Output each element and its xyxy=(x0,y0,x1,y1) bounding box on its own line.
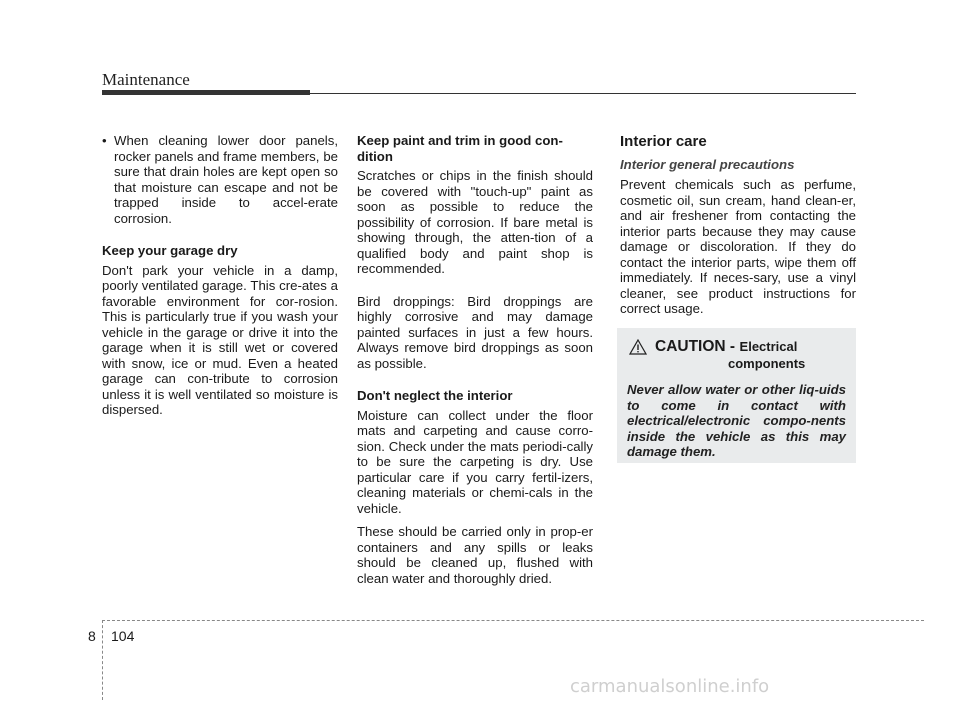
header-rule xyxy=(102,93,856,94)
paragraph-garage-dry: Don't park your vehicle in a damp, poorly ventilated garage. This cre-ates a favorable environment for cor-rosion. This is particularly true if you wash your vehicle in the garage or drive it into the garage when it is still wet or covered with snow, ice or mud. Even a heated garage can con-tribute to corrosion unless it is well ventilated so moisture is dispersed. xyxy=(102,262,338,417)
footer-rule xyxy=(102,620,924,621)
watermark: carmanualsonline.info xyxy=(570,676,770,697)
caution-text: Never allow water or other liq-uids to come in contact with electrical/electronic compo-nents inside the vehicle as this may damage them. xyxy=(627,382,846,459)
paragraph-bird-droppings: Bird droppings: Bird droppings are highly corrosive and may damage painted surfaces in just a few hours. Always remove bird droppings as soon as possible. xyxy=(357,293,593,371)
chapter-number: 8 xyxy=(88,628,96,644)
paragraph-scratches: Scratches or chips in the finish should be covered with "touch-up" paint as soon as possible to reduce the possibility of corrosion. If bare metal is showing through, the atten-tion of a qualified body and paint shop is recommended. xyxy=(357,168,593,276)
section-title: Interior care xyxy=(620,133,707,150)
caution-label: CAUTION - xyxy=(655,338,736,355)
subheading: Interior general precautions xyxy=(620,157,795,172)
caution-title xyxy=(655,338,805,372)
paragraph-interior-precautions: Prevent chemicals such as perfume, cosmetic oil, sun cream, hand clean-er, and air freshener from contacting the interior parts because they may cause damage or discoloration. If they do contact the interior parts, wipe them off immediately. If neces-sary, use a vinyl cleaner, see product instructions for correct usage. xyxy=(620,177,856,316)
column-left xyxy=(102,133,338,426)
page-header-title: Maintenance xyxy=(102,70,190,89)
bullet-text: When cleaning lower door panels, rocker panels and frame members, be sure that drain holes are kept open so that moisture can escape and not be trapped inside to accel-erate corrosion. xyxy=(114,133,338,226)
caution-box xyxy=(617,328,856,463)
paragraph-moisture: Moisture can collect under the floor mats and carpeting and cause corro-sion. Check under the mats periodi-cally to be sure the carpeting is dry. Use particular care if you carry fertil-izers, cleaning materials or chemi-cals in the vehicle. xyxy=(357,407,593,516)
footer-vertical-rule xyxy=(102,620,103,700)
heading-interior: Don't neglect the interior xyxy=(357,388,513,403)
heading-paint-trim: Keep paint and trim in good con-dition xyxy=(357,133,563,164)
heading-garage-dry: Keep your garage dry xyxy=(102,243,238,258)
caution-topic: Electrical xyxy=(739,339,798,354)
caution-topic-line2: components xyxy=(728,356,806,371)
warning-triangle-icon xyxy=(629,339,647,355)
page-number: 104 xyxy=(111,628,135,644)
bullet-icon: • xyxy=(102,133,107,148)
column-middle xyxy=(357,133,593,594)
paragraph-containers: These should be carried only in prop-er containers and any spills or leaks should be cleaned up, flushed with clean water and thoroughly dried. xyxy=(357,524,593,586)
list-item xyxy=(102,133,338,226)
caution-header xyxy=(627,338,846,372)
column-right xyxy=(620,133,856,325)
